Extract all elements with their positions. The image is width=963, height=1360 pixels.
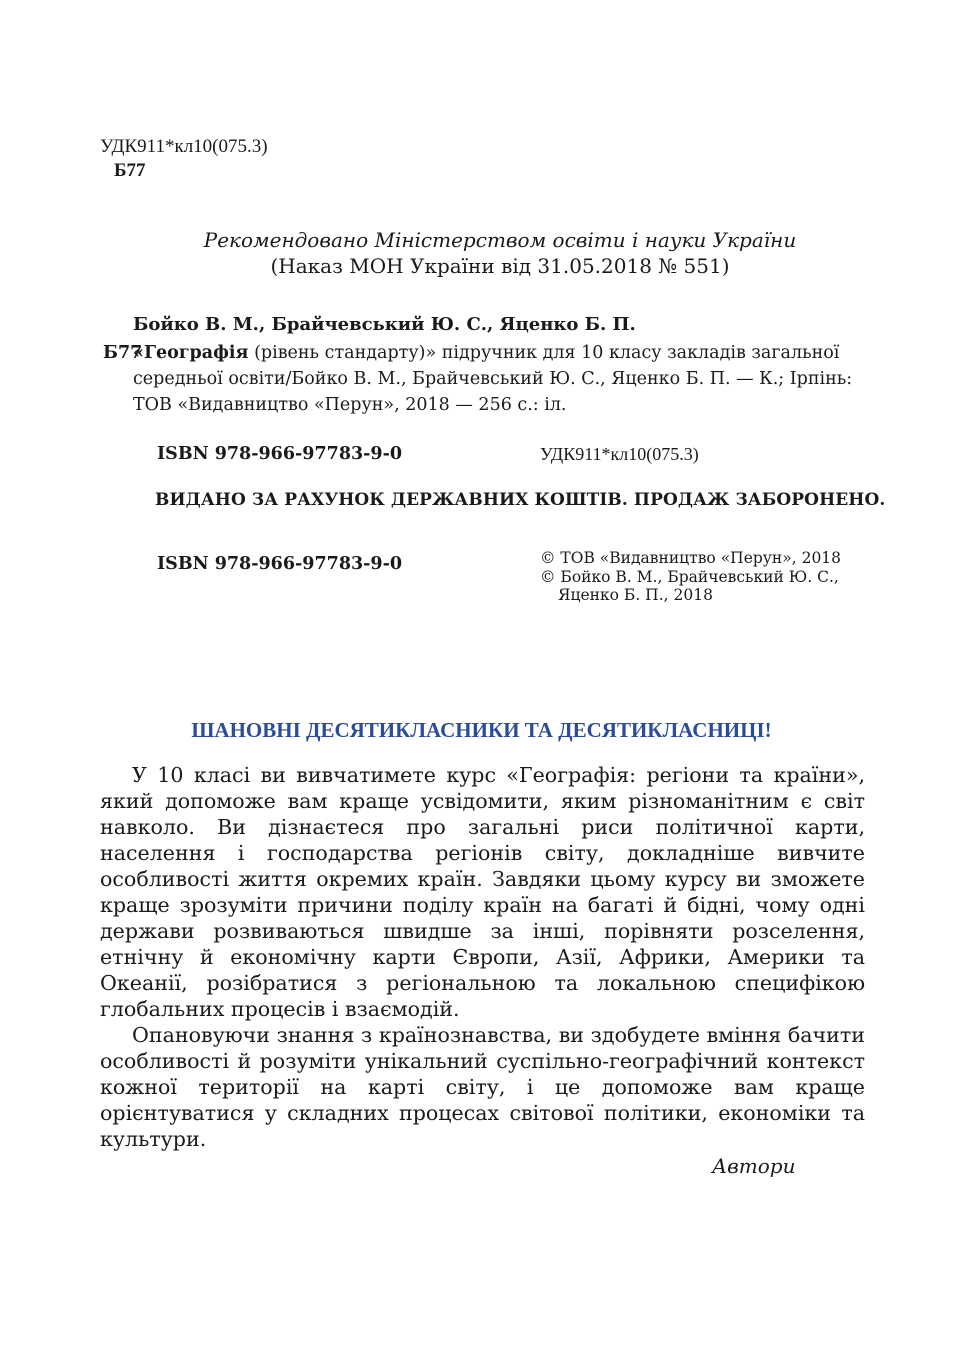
- catalog-text: (рівень стандарту)» підручник для 10 класу закладів загальної середньої освіти/Бойко В. М., Брайчевський Ю. С., Яценко Б. П. — К.; Ірпінь: ТОВ «Видавництво «Перун», 2018 — 256 с.: іл.: [133, 343, 853, 415]
- copyright-publisher: © ТОВ «Видавництво «Перун», 2018: [540, 549, 842, 567]
- copyright-authors-cont: Яценко Б. П., 2018: [558, 586, 713, 604]
- catalog-index: Б77: [103, 343, 143, 363]
- isbn-copyright: ISBN 978-966-97783-9-0: [157, 554, 403, 574]
- address-paragraph: У 10 класі ви вивчатимете курс «Географія: регіони та країни», який допоможе вам краще усвідомити, яким різноманітним є світ навколо. Ви дізнаєтеся про загальні риси політичної карти, населення і господарства регіонів світу, докладніше вивчите особливості життя окремих країн. Завдяки цьому курсу ви зможете краще зрозуміти причини поділу країн на багаті й бідні, чому одні держави розвиваються швидше за інші, порівняти розселення, етнічну й економічну карти Європи, Азії, Африки, Америки та Океанії, розібратися з регіональною та локальною специфікою глобальних процесів і взаємодій.: [100, 763, 865, 1021]
- catalog-description: [103, 340, 863, 418]
- state-funded-notice: ВИДАНО ЗА РАХУНОК ДЕРЖАВНИХ КОШТІВ. ПРОДАЖ ЗАБОРОНЕНО.: [155, 490, 886, 510]
- catalog-authors: Бойко В. М., Брайчевський Ю. С., Яценко Б. П.: [133, 314, 636, 335]
- address-heading: ШАНОВНІ ДЕСЯТИКЛАСНИКИ ТА ДЕСЯТИКЛАСНИЦІ!: [191, 718, 772, 742]
- recommendation-line: Рекомендовано Міністерством освіти і науки України: [203, 228, 797, 252]
- catalog-title: «Географія: [133, 343, 249, 363]
- ministry-order: (Наказ МОН України від 31.05.2018 № 551): [270, 254, 730, 278]
- isbn: ISBN 978-966-97783-9-0: [157, 444, 403, 464]
- address-body: [100, 762, 865, 1152]
- udk-code: УДК911*кл10(075.3): [100, 136, 268, 157]
- signature: Автори: [712, 1154, 796, 1178]
- copyright-authors: © Бойко В. М., Брайчевський Ю. С.,: [540, 568, 839, 586]
- udk-code-secondary: УДК911*кл10(075.3): [540, 444, 699, 464]
- address-paragraph: Опановуючи знання з країнознавства, ви здобудете вміння бачити особливості й розуміти унікальний суспільно-географічний контекст кожної території на карті світу, і це допоможе вам краще орієнтуватися у складних процесах світової політики, економіки та культури.: [100, 1023, 865, 1151]
- library-index: Б77: [114, 160, 146, 181]
